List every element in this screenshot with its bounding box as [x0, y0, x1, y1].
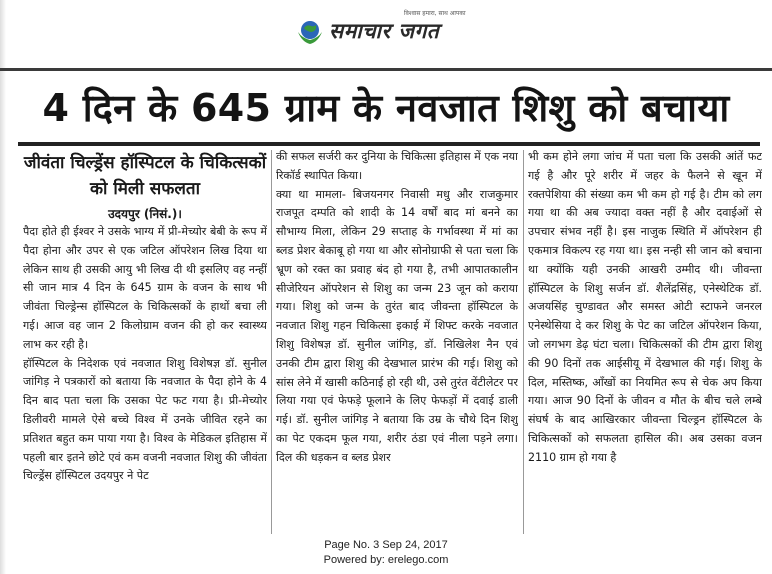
- paragraph: पैदा होते ही ईश्वर ने उसके भाग्य में प्री-मेच्योर बेबी के रूप में पैदा होना और उपर से एक जटिल ऑपरेशन लिख दिया था लेकिन साथ ही उसकी आयु भी लिख दी थी इसलिए वह नन्हीं सी जान मात्र 4 दिन के 645 ग्राम के वजन के साथ भी जीवंता चिल्ड्रेन्स हॉस्पिटल के चिकित्सकों के हाथों बचा ली गई। आज वह जान 2 किलोग्राम वजन की हो कर स्वास्थ्य लाभ कर रही है।: [23, 225, 267, 351]
- article-column-1: [23, 148, 267, 536]
- paragraph: क्या था मामला- बिजयनगर निवासी मधु और राजकुमार राजपूत दम्पति को शादी के 14 वर्षों बाद मां बनने का सौभाग्य मिला, लेकिन 29 सप्ताह के गर्भावस्था में मां का ब्लड प्रेशर बेकाबू हो गया था और सोनोग्राफी से पता चला कि भ्रूण को रक्त का प्रवाह बंद हो गया है, तभी आपातकालीन सीजेरियन ऑपरेशन से शिशु का जन्म 23 जून को कराया गया। शिशु को जन्म के तुरंत बाद जीवन्ता हॉस्पिटल के नवजात शिशु गहन चिकित्सा इकाई में शिफ्ट करके नवजात शिशु विशेषज्ञ डॉ. सुनील जांगिड़, डॉ. निखिलेश नैन एवं उनकी टीम द्वारा शिशु की देखभाल प्रारंभ की गई। शिशु को सांस लेने में खासी कठिनाई हो रही थी, उसे तुरंत वेंटीलेटर पर लिया गया एवं फेफड़े फूलाने के लिए फेफड़ों में दवाई डाली गई। डॉ. सुनील जांगिड़ ने बताया कि उम्र के चौथे दिन शिशु का पेट एकदम फूल गया, शरीर ठंडा एवं नीला पड़ने लगा। दिल की धड़कन व ब्लड प्रेशर: [276, 187, 518, 464]
- logo-text: समाचार जगत: [329, 19, 440, 43]
- paragraph: भी कम होने लगा जांच में पता चला कि उसकी आंतें फट गई है और पूरे शरीर में जहर के फैलने से खून में रक्तपेशिया की संख्या कम भी कम हो गई है। टीम को लग गया था की अब ज्यादा वक्त नहीं है और दवाईओं से उपचार संभव नहीं है। इस नाजुक स्थिति में ऑपरेशन ही एकमात्र विकल्प रह गया था। इस नन्ही सी जान को बचाना था क्योंकि यही उनकी आखरी उम्मीद थी। जीवन्ता हॉस्पिटल के शिशु सर्जन डॉ. शैलेंद्रसिंह, एनेस्थेटिक डॉ. अजयसिंह चुण्डावत और समस्त ओटी स्टाफने जनरल एनेस्थेसिया दे कर शिशु के पेट का जटिल ऑपरेशन किया, जो लगभग डेढ़ घंटा चला। चिकित्सकों की टीम द्वारा शिशु की 90 दिनों तक आईसीयू में देखभाल की गई। शिशु के दिल, मस्तिष्क, आँखों का नियमित रूप से चेक अप किया गया। आज 90 दिनों के जीवन व मौत के बीच चले लम्बे संघर्ष के बाद आखिरकार जीवन्ता चिल्ड्रन हॉस्पिटल के चिकित्सकों को सफलता हासिल की। अब उसका वजन 2110 ग्राम हो गया है: [528, 150, 762, 464]
- globe-hands-icon: [295, 16, 325, 46]
- masthead: [0, 0, 772, 72]
- masthead-tagline: विश्वास हमारा, साथ आपका: [404, 10, 466, 17]
- headline: [0, 71, 772, 143]
- paragraph: की सफल सर्जरी कर दुनिया के चिकित्सा इतिहास में एक नया रिकॉर्ड स्थापित किया।: [276, 150, 518, 182]
- article-column-3: [528, 148, 762, 536]
- page-info: Page No. 3 Sep 24, 2017: [324, 539, 448, 551]
- column-divider: [523, 150, 524, 534]
- article-dateline: उदयपुर (निसं.)।: [108, 207, 182, 221]
- paragraph: हॉस्पिटल के निदेशक एवं नवजात शिशु विशेषज्ञ डॉ. सुनील जांगिड़ ने पत्रकारों को बताया कि नवजात के पैदा होने के 4 दिन बाद पता चला कि उसका पेट फट गया है। प्री-मेच्योर डिलीवरी मामले ऐसे बच्चे विश्व में उनके जीवित रहने का प्रतिशत बहुत कम पाया गया है। विश्व के मेडिकल इतिहास में पहली बार इतने छोटे एवं कम वजनी नवजात शिशु की जीवंता चिल्ड्रेंस हॉस्पिटल उदयपुर ने पेट: [23, 356, 267, 483]
- article-column-2: [276, 148, 518, 536]
- newspaper-logo: [295, 14, 439, 48]
- headline-text: 4 दिन के 645 ग्राम के नवजात शिशु को बचाया: [42, 86, 730, 130]
- article-subheading: जीवंता चिल्ड्रेंस हॉस्पिटल के चिकित्सकों को मिली सफलता: [23, 153, 267, 199]
- headline-rule: [18, 142, 760, 146]
- column-divider: [271, 150, 272, 534]
- powered-by: Powered by: erelego.com: [323, 554, 449, 566]
- page-footer: [0, 538, 772, 568]
